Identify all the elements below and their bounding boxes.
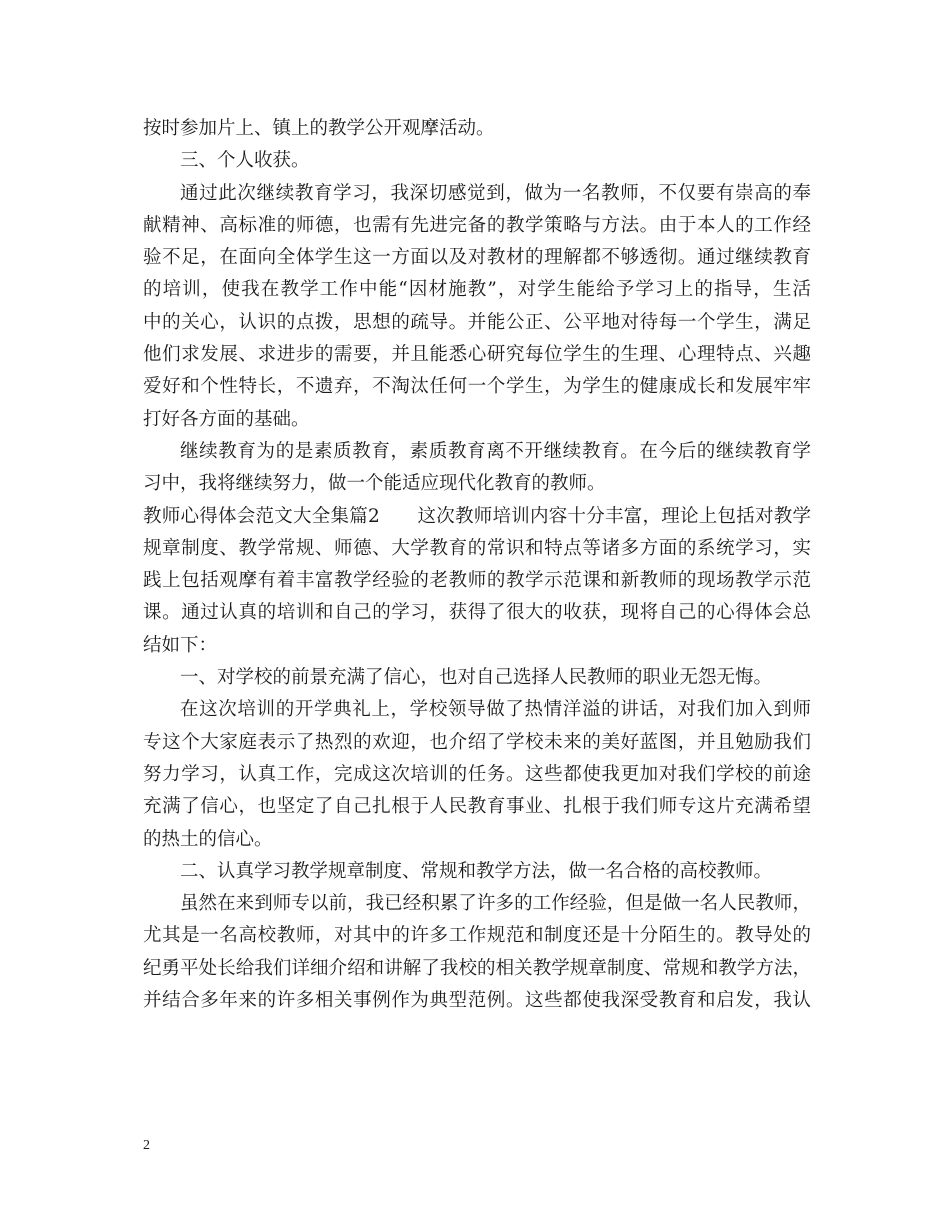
text-line: 按时参加片上、镇上的教学公开观摩活动。 — [143, 118, 495, 139]
text-line: 教师心得体会范文大全集篇2 这次教师培训内容十分丰富，理论上包括对教学 — [143, 505, 811, 527]
text-line: 纪勇平处长给我们详细介绍和讲解了我校的相关教学规章制度、常规和教学方法， — [143, 957, 811, 979]
text-line: 习中，我将继续努力，做一个能适应现代化教育的教师。 — [143, 473, 606, 495]
text-line: 并结合多年来的许多相关事例作为典型范例。这些都使我深受教育和启发，我认 — [143, 990, 811, 1012]
text-line: 充满了信心，也坚定了自己扎根于人民教育事业、扎根于我们师专这片充满希望 — [143, 796, 811, 818]
text-line: 二、认真学习教学规章制度、常规和教学方法，做一名合格的高校教师。 — [180, 860, 773, 882]
text-line: 打好各方面的基础。 — [143, 408, 310, 430]
text-line: 在这次培训的开学典礼上，学校领导做了热情洋溢的讲话，对我们加入到师 — [180, 699, 811, 721]
text-line: 努力学习，认真工作，完成这次培训的任务。这些都使我更加对我们学校的前途 — [143, 763, 811, 785]
text-line: 虽然在来到师专以前，我已经积累了许多的工作经验，但是做一名人民教师， — [180, 893, 811, 915]
text-line: 三、个人收获。 — [180, 150, 310, 172]
document-body — [143, 113, 811, 1017]
text-line: 的热土的信心。 — [143, 828, 273, 850]
text-line: 他们求发展、求进步的需要，并且能悉心研究每位学生的生理、心理特点、兴趣 — [143, 344, 811, 366]
text-line: 结如下： — [143, 634, 218, 656]
text-line: 爱好和个性特长，不遗弃，不淘汰任何一个学生，为学生的健康成长和发展牢牢 — [143, 376, 811, 398]
text-line: 的培训，使我在教学工作中能“因材施教”，对学生能给予学习上的指导，生活 — [143, 279, 811, 301]
text-line: 验不足，在面向全体学生这一方面以及对教材的理解都不够透彻。通过继续教育 — [143, 247, 811, 269]
text-line: 中的关心，认识的点拨，思想的疏导。并能公正、公平地对待每一个学生，满足 — [143, 311, 811, 333]
text-line: 继续教育为的是素质教育，素质教育离不开继续教育。在今后的继续教育学 — [180, 440, 811, 462]
text-line: 课。通过认真的培训和自己的学习，获得了很大的收获，现将自己的心得体会总 — [143, 602, 811, 624]
text-line: 通过此次继续教育学习，我深切感觉到，做为一名教师，不仅要有崇高的奉 — [180, 182, 811, 204]
page-number: 2 — [143, 1138, 150, 1153]
text-line: 专这个大家庭表示了热烈的欢迎，也介绍了学校未来的美好蓝图，并且勉励我们 — [143, 731, 811, 753]
text-line: 践上包括观摩有着丰富教学经验的老教师的教学示范课和新教师的现场教学示范 — [143, 570, 811, 592]
text-line: 一、对学校的前景充满了信心，也对自己选择人民教师的职业无怨无悔。 — [180, 667, 773, 689]
text-line: 规章制度、教学常规、师德、大学教育的常识和特点等诸多方面的系统学习，实 — [143, 537, 811, 559]
text-line: 尤其是一名高校教师，对其中的许多工作规范和制度还是十分陌生的。教导处的 — [143, 925, 811, 947]
text-line: 献精神、高标准的师德，也需有先进完备的教学策略与方法。由于本人的工作经 — [143, 214, 811, 236]
